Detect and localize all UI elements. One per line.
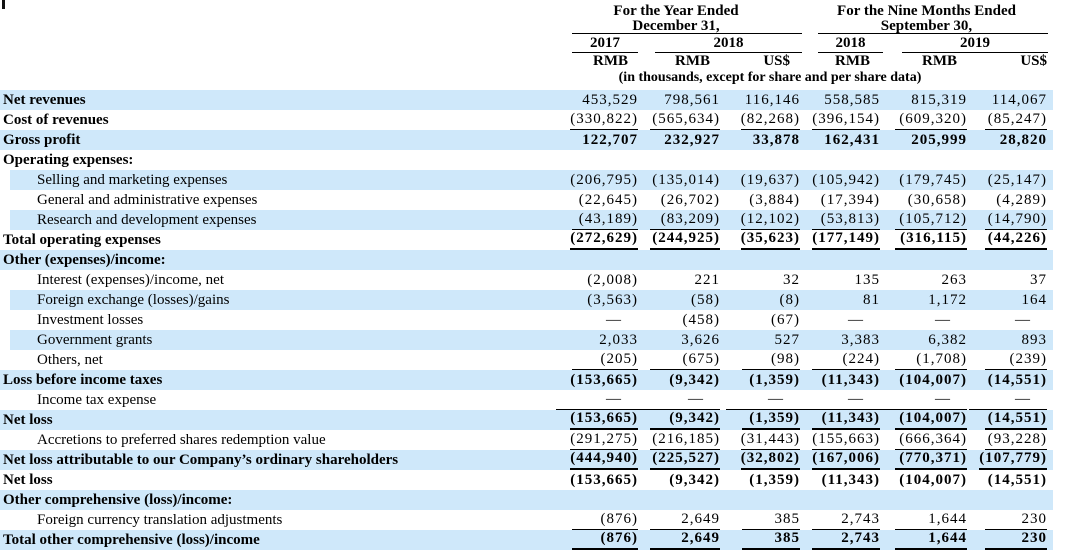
value-fy2018-usd: (35,623) — [720, 230, 800, 250]
value-fy2017-rmb: — — [550, 390, 638, 410]
row-label: Net loss attributable to our Company’s ordinary shareholders — [3, 452, 399, 468]
value-fy2018-usd: (19,637) — [740, 172, 800, 188]
value-9m2019-rmb: 6,382 — [928, 332, 967, 348]
value-9m2018-rmb: 162,431 — [824, 132, 880, 148]
value-fy2018-rmb: 798,561 — [664, 92, 720, 108]
value-9m2019-usd: 230 — [967, 530, 1053, 550]
value-9m2019-rmb: (104,007) — [899, 472, 967, 488]
value-9m2019-usd: (14,551) — [967, 410, 1053, 430]
value-fy2018-rmb: (216,185) — [638, 430, 720, 450]
value-fy2018-rmb — [638, 150, 720, 170]
table-row — [0, 270, 1053, 290]
value-9m2019-usd: (14,790) — [967, 210, 1053, 230]
value-fy2018-rmb: (26,702) — [660, 192, 720, 208]
value-9m2018-rmb: (11,343) — [800, 410, 880, 430]
value-9m2018-rmb — [800, 250, 880, 270]
value-fy2018-usd: 527 — [774, 332, 800, 348]
row-label: Others, net — [37, 352, 103, 368]
table-row — [0, 110, 1053, 130]
row-label: Total other comprehensive (loss)/income — [3, 532, 260, 548]
table-row — [0, 350, 1053, 370]
value-fy2018-usd — [720, 150, 800, 170]
value-fy2018-usd: (1,359) — [749, 372, 800, 388]
value-fy2018-usd — [720, 250, 800, 270]
group2-underline — [818, 33, 1048, 34]
currency-header-fy2018-rmb: RMB — [675, 53, 710, 69]
value-9m2018-rmb: (155,663) — [800, 430, 880, 450]
value-9m2019-rmb: 263 — [941, 272, 967, 288]
value-9m2019-rmb: 1,172 — [928, 292, 967, 308]
row-label: Net revenues — [3, 92, 86, 108]
value-fy2018-rmb: (244,925) — [638, 230, 720, 250]
value-fy2018-rmb: 2,649 — [638, 510, 720, 530]
value-9m2019-usd — [967, 490, 1053, 510]
units-note: (in thousands, except for share and per share data) — [618, 70, 922, 85]
row-label: Total operating expenses — [3, 232, 161, 248]
group2-line1: For the Nine Months Ended — [837, 3, 1016, 19]
value-fy2017-rmb: (444,940) — [550, 450, 638, 470]
value-9m2019-usd: 164 — [1021, 292, 1047, 308]
currency-header-9m2018-rmb: RMB — [835, 53, 870, 69]
value-9m2019-rmb — [880, 150, 967, 170]
value-9m2019-rmb: (105,712) — [880, 210, 967, 230]
value-fy2018-rmb — [638, 250, 720, 270]
group1-line2: December 31, — [632, 18, 720, 34]
value-9m2018-rmb: 3,383 — [841, 332, 880, 348]
row-label: Government grants — [37, 332, 153, 348]
row-label: Net loss — [3, 412, 53, 428]
table-row — [0, 170, 1053, 190]
value-9m2019-usd: (14,551) — [987, 472, 1047, 488]
table-row — [0, 430, 1053, 450]
row-label: Research and development expenses — [37, 212, 257, 228]
value-9m2019-usd: 230 — [967, 510, 1053, 530]
table-row — [0, 310, 1053, 330]
value-fy2017-rmb — [550, 250, 638, 270]
value-fy2018-rmb: 232,927 — [664, 132, 720, 148]
value-fy2018-usd — [720, 490, 800, 510]
year-header-2018-fy: 2018 — [713, 35, 744, 51]
year-header-2017: 2017 — [590, 35, 620, 51]
row-label: Loss before income taxes — [3, 372, 163, 388]
value-9m2018-rmb: 135 — [854, 272, 880, 288]
value-fy2018-usd: 385 — [720, 530, 800, 550]
value-fy2017-rmb: — — [606, 312, 622, 328]
value-9m2019-rmb: (609,320) — [880, 110, 967, 130]
value-fy2017-rmb: 2,033 — [599, 332, 638, 348]
table-row — [0, 490, 1053, 510]
value-9m2019-rmb: (104,007) — [880, 410, 967, 430]
value-fy2017-rmb — [550, 150, 638, 170]
value-fy2017-rmb: (153,665) — [570, 472, 638, 488]
group1-line1: For the Year Ended — [613, 3, 739, 19]
value-9m2019-usd: (14,551) — [987, 372, 1047, 388]
value-fy2018-rmb — [638, 490, 720, 510]
value-fy2018-usd: 385 — [720, 510, 800, 530]
value-fy2018-rmb: (458) — [682, 312, 720, 328]
value-9m2019-rmb: 815,319 — [911, 92, 967, 108]
value-fy2018-usd: (1,359) — [749, 472, 800, 488]
value-9m2018-rmb: 2,743 — [800, 510, 880, 530]
row-label: Foreign currency translation adjustments — [37, 512, 283, 528]
table-row — [0, 410, 1053, 430]
value-fy2018-rmb: (225,527) — [638, 450, 720, 470]
value-9m2019-rmb: 1,644 — [880, 510, 967, 530]
table-row — [0, 190, 1053, 210]
row-label: Other comprehensive (loss)/income: — [3, 492, 233, 508]
value-9m2019-usd: (239) — [967, 350, 1053, 370]
row-label: Other (expenses)/income: — [3, 252, 166, 268]
value-fy2018-rmb: (9,342) — [669, 472, 720, 488]
value-fy2018-rmb: (565,634) — [638, 110, 720, 130]
value-9m2018-rmb: (396,154) — [800, 110, 880, 130]
value-9m2018-rmb: — — [848, 312, 864, 328]
value-9m2019-rmb: (770,371) — [880, 450, 967, 470]
value-fy2018-usd: (98) — [720, 350, 800, 370]
value-fy2018-usd: (8) — [779, 292, 800, 308]
value-9m2019-rmb: (666,364) — [880, 430, 967, 450]
value-9m2019-rmb: 1,644 — [880, 530, 967, 550]
value-fy2018-usd: 116,146 — [744, 92, 800, 108]
value-9m2019-usd — [967, 150, 1053, 170]
value-fy2017-rmb: (291,275) — [550, 430, 638, 450]
value-fy2018-rmb: (58) — [691, 292, 720, 308]
currency-header-9m2019-usd: US$ — [1020, 53, 1047, 69]
value-9m2019-usd: (44,226) — [967, 230, 1053, 250]
value-9m2018-rmb: 2,743 — [800, 530, 880, 550]
value-9m2018-rmb: (224) — [800, 350, 880, 370]
value-9m2018-rmb: (177,149) — [800, 230, 880, 250]
table-row — [0, 210, 1053, 230]
value-9m2018-rmb: (53,813) — [800, 210, 880, 230]
row-label: Net loss — [3, 472, 53, 488]
value-fy2017-rmb: 453,529 — [582, 92, 638, 108]
value-fy2017-rmb: (153,665) — [570, 372, 638, 388]
value-9m2019-rmb: — — [935, 312, 951, 328]
value-9m2018-rmb: (11,343) — [821, 372, 880, 388]
table-header — [0, 0, 1053, 90]
value-9m2018-rmb: (167,006) — [800, 450, 880, 470]
table-row — [0, 230, 1053, 250]
currency-header-fy2018-usd: US$ — [763, 53, 790, 69]
currency-header-9m2019-rmb: RMB — [922, 53, 957, 69]
group1-underline — [572, 33, 802, 34]
row-label: Gross profit — [3, 132, 81, 148]
group2-line2: September 30, — [880, 18, 973, 34]
year-header-2019-9m: 2019 — [960, 35, 990, 51]
value-fy2017-rmb: (876) — [550, 530, 638, 550]
row-label: General and administrative expenses — [37, 192, 258, 208]
value-fy2017-rmb: (205) — [550, 350, 638, 370]
value-9m2018-rmb: — — [800, 390, 880, 410]
value-9m2018-rmb — [800, 150, 880, 170]
value-fy2018-usd: 32 — [783, 272, 800, 288]
table-body — [0, 90, 1053, 550]
value-fy2018-rmb: — — [638, 390, 720, 410]
value-fy2018-usd: (67) — [771, 312, 800, 328]
table-row — [0, 90, 1053, 110]
value-9m2019-usd: (85,247) — [967, 110, 1053, 130]
value-fy2017-rmb: (330,822) — [550, 110, 638, 130]
year-header-2018-9m: 2018 — [835, 35, 866, 51]
currency-header-row — [0, 54, 1053, 69]
value-fy2018-rmb: (9,342) — [638, 410, 720, 430]
value-fy2017-rmb: (876) — [550, 510, 638, 530]
value-9m2019-rmb — [880, 490, 967, 510]
value-fy2018-rmb: (83,209) — [638, 210, 720, 230]
value-9m2019-rmb: (30,658) — [907, 192, 967, 208]
value-9m2019-usd: 37 — [1030, 272, 1047, 288]
value-fy2018-usd: (1,359) — [720, 410, 800, 430]
value-fy2018-usd: (12,102) — [720, 210, 800, 230]
value-fy2018-usd: (32,802) — [720, 450, 800, 470]
value-fy2017-rmb — [550, 490, 638, 510]
value-fy2018-usd: 33,878 — [752, 132, 800, 148]
currency-header-spacer — [0, 54, 550, 69]
row-label: Operating expenses: — [3, 152, 134, 168]
value-fy2018-rmb: (135,014) — [652, 172, 720, 188]
value-9m2018-rmb: 558,585 — [824, 92, 880, 108]
value-9m2018-rmb — [800, 490, 880, 510]
value-fy2017-rmb: (2,008) — [587, 272, 638, 288]
row-label: Interest (expenses)/income, net — [37, 272, 225, 288]
value-9m2019-rmb: (316,115) — [880, 230, 967, 250]
table-row — [0, 470, 1053, 490]
value-fy2017-rmb: 122,707 — [582, 132, 638, 148]
value-fy2018-rmb: (9,342) — [669, 372, 720, 388]
value-9m2019-usd: — — [967, 390, 1053, 410]
value-9m2019-usd: 114,067 — [991, 92, 1047, 108]
table-row — [0, 450, 1053, 470]
column-group-nine-months — [800, 4, 1053, 34]
table-row — [0, 150, 1053, 170]
table-row — [0, 130, 1053, 150]
table-row — [0, 370, 1053, 390]
value-9m2018-rmb: (17,394) — [820, 192, 880, 208]
value-fy2018-usd: (82,268) — [720, 110, 800, 130]
row-label: Investment losses — [37, 312, 144, 328]
value-fy2018-usd: (31,443) — [720, 430, 800, 450]
value-9m2019-rmb: — — [880, 390, 967, 410]
value-fy2017-rmb: (3,563) — [587, 292, 638, 308]
value-9m2019-usd: 28,820 — [999, 132, 1047, 148]
table-row — [0, 330, 1053, 350]
value-9m2019-usd: (25,147) — [987, 172, 1047, 188]
value-9m2018-rmb: (105,942) — [812, 172, 880, 188]
row-label: Accretions to preferred shares redemption value — [37, 432, 326, 448]
value-9m2019-rmb: 205,999 — [911, 132, 967, 148]
table-row — [0, 250, 1053, 270]
value-fy2018-rmb: (675) — [638, 350, 720, 370]
value-fy2017-rmb: (43,189) — [550, 210, 638, 230]
table-row — [0, 390, 1053, 410]
value-9m2019-usd: (93,228) — [967, 430, 1053, 450]
row-label: Selling and marketing expenses — [37, 172, 228, 188]
table-row — [0, 530, 1053, 550]
value-9m2019-usd: (107,779) — [967, 450, 1053, 470]
value-fy2018-rmb: 3,626 — [681, 332, 720, 348]
value-9m2019-usd: 893 — [1021, 332, 1047, 348]
value-9m2019-usd: (4,289) — [996, 192, 1047, 208]
table-row — [0, 290, 1053, 310]
column-group-year-ended — [550, 4, 802, 34]
value-9m2019-rmb: (104,007) — [899, 372, 967, 388]
value-fy2018-rmb: 221 — [694, 272, 720, 288]
value-9m2019-usd: — — [1015, 312, 1031, 328]
value-fy2017-rmb: (272,629) — [550, 230, 638, 250]
value-9m2019-rmb: (1,708) — [880, 350, 967, 370]
value-fy2017-rmb: (22,645) — [578, 192, 638, 208]
value-fy2018-rmb: 2,649 — [638, 530, 720, 550]
value-9m2018-rmb: 81 — [863, 292, 880, 308]
value-9m2019-usd — [967, 250, 1053, 270]
row-label: Foreign exchange (losses)/gains — [37, 292, 230, 308]
row-label: Cost of revenues — [3, 112, 109, 128]
table-row — [0, 510, 1053, 530]
value-9m2019-rmb: (179,745) — [899, 172, 967, 188]
value-9m2019-rmb — [880, 250, 967, 270]
value-fy2018-usd: (3,884) — [749, 192, 800, 208]
value-fy2017-rmb: (153,665) — [550, 410, 638, 430]
currency-header-fy2017-rmb: RMB — [593, 53, 628, 69]
value-fy2017-rmb: (206,795) — [570, 172, 638, 188]
row-label: Income tax expense — [37, 392, 157, 408]
value-fy2018-usd: — — [720, 390, 800, 410]
value-9m2018-rmb: (11,343) — [821, 472, 880, 488]
